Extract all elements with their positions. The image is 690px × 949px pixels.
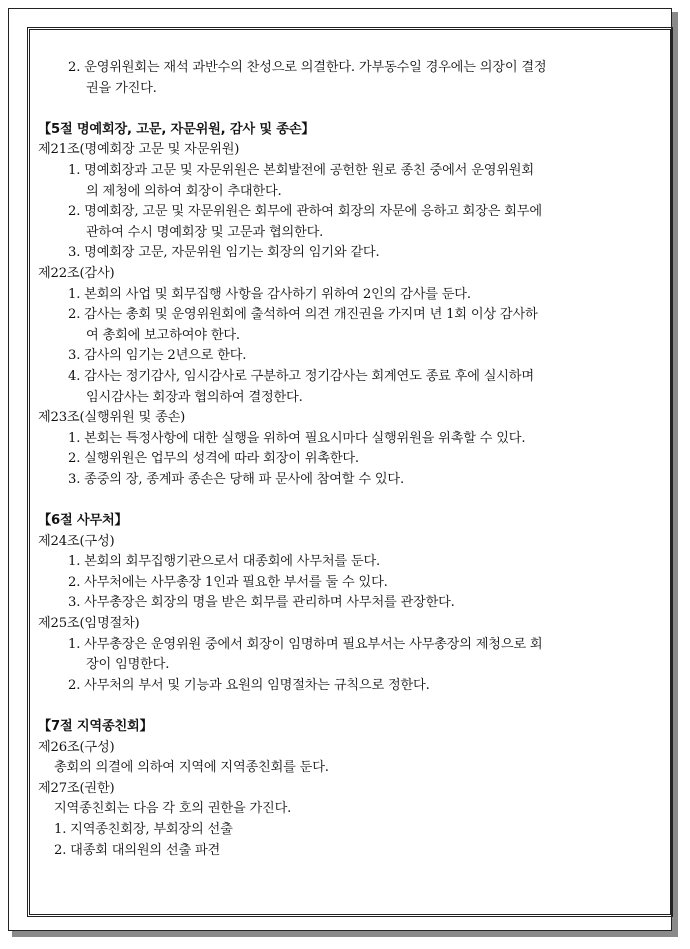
article-item-continued: 임시감사는 회장과 협의하여 결정한다. xyxy=(86,389,303,405)
article-item-continued: 의 제청에 의하여 회장이 추대한다. xyxy=(86,183,282,199)
article-item: 2. 명예회장, 고문 및 자문위원은 회무에 관하여 회장의 자문에 응하고 회장은 회무에 xyxy=(68,204,542,220)
spacer xyxy=(38,696,644,717)
article-item: 2. 사무처에는 사무총장 1인과 필요한 부서를 둘 수 있다. xyxy=(68,574,388,590)
article-item: 3. 감사의 임기는 2년으로 한다. xyxy=(68,348,247,364)
article-item: 2. 대종회 대의원의 선출 파견 xyxy=(54,842,221,858)
article-heading-23: 제23조(실행위원 및 종손) xyxy=(38,410,186,426)
section-heading-5: 【5절 명예회장, 고문, 자문위원, 감사 및 종손】 xyxy=(38,121,315,137)
article-heading-24: 제24조(구성) xyxy=(38,533,115,549)
article-heading-25: 제25조(임명절차) xyxy=(38,616,140,632)
document-body xyxy=(38,58,644,861)
article-item: 1. 사무총장은 운영위원 중에서 회장이 임명하며 필요부서는 사무총장의 제청으로 회 xyxy=(68,636,543,652)
article-item: 1. 본회의 회무집행기관으로서 대종회에 사무처를 둔다. xyxy=(68,554,380,570)
section-heading-7: 【7절 지역종친회】 xyxy=(38,719,153,734)
article-item: 1. 지역종친회장, 부회장의 선출 xyxy=(54,821,233,837)
article-item: 1. 본회의 사업 및 회무집행 사항을 감사하기 위하여 2인의 감사를 둔다. xyxy=(68,286,471,302)
article-heading-21: 제21조(명예회장 고문 및 자문위원) xyxy=(38,142,240,158)
paragraph-line: 권을 가진다. xyxy=(86,80,157,96)
article-item-continued: 관하여 수시 명예회장 및 고문과 협의한다. xyxy=(86,224,324,240)
spacer xyxy=(38,490,644,511)
article-item: 2. 실행위원은 업무의 성격에 따라 회장이 위촉한다. xyxy=(68,451,359,467)
article-item: 3. 사무총장은 회장의 명을 받은 회무를 관리하며 사무처를 관장한다. xyxy=(68,595,455,611)
article-text: 지역종친회는 다음 각 호의 권한을 가진다. xyxy=(54,801,292,817)
article-item: 3. 종중의 장, 종계파 종손은 당해 파 문사에 참여할 수 있다. xyxy=(68,471,404,487)
article-item-continued: 여 총회에 보고하여야 한다. xyxy=(86,327,240,343)
article-item: 1. 본회는 특정사항에 대한 실행을 위하여 필요시마다 실행위원을 위촉할 수 있다. xyxy=(68,430,526,446)
spacer xyxy=(38,99,644,120)
article-heading-26: 제26조(구성) xyxy=(38,739,115,755)
section-heading-6: 【6절 사무처】 xyxy=(38,513,128,529)
article-heading-27: 제27조(권한) xyxy=(38,780,115,796)
article-item: 2. 사무처의 부서 및 기능과 요원의 임명절차는 규칙으로 정한다. xyxy=(68,677,430,693)
article-item-continued: 장이 임명한다. xyxy=(86,657,170,673)
paragraph-line: 2. 운영위원회는 재석 과반수의 찬성으로 의결한다. 가부동수일 경우에는 의장이 결정 xyxy=(68,60,547,75)
article-heading-22: 제22조(감사) xyxy=(38,265,115,281)
article-item: 4. 감사는 정기감사, 임시감사로 구분하고 정기감사는 회계연도 종료 후에 실시하며 xyxy=(68,368,534,384)
article-text: 총회의 의결에 의하여 지역에 지역종친회를 둔다. xyxy=(54,760,329,776)
article-item: 3. 명예회장 고문, 자문위원 임기는 회장의 임기와 같다. xyxy=(68,245,380,261)
article-item: 2. 감사는 총회 및 운영위원회에 출석하여 의견 개진권을 가지며 년 1회 이상 감사하 xyxy=(68,307,538,323)
article-item: 1. 명예회장과 고문 및 자문위원은 본회발전에 공헌한 원로 종친 중에서 운영위원회 xyxy=(68,162,534,178)
